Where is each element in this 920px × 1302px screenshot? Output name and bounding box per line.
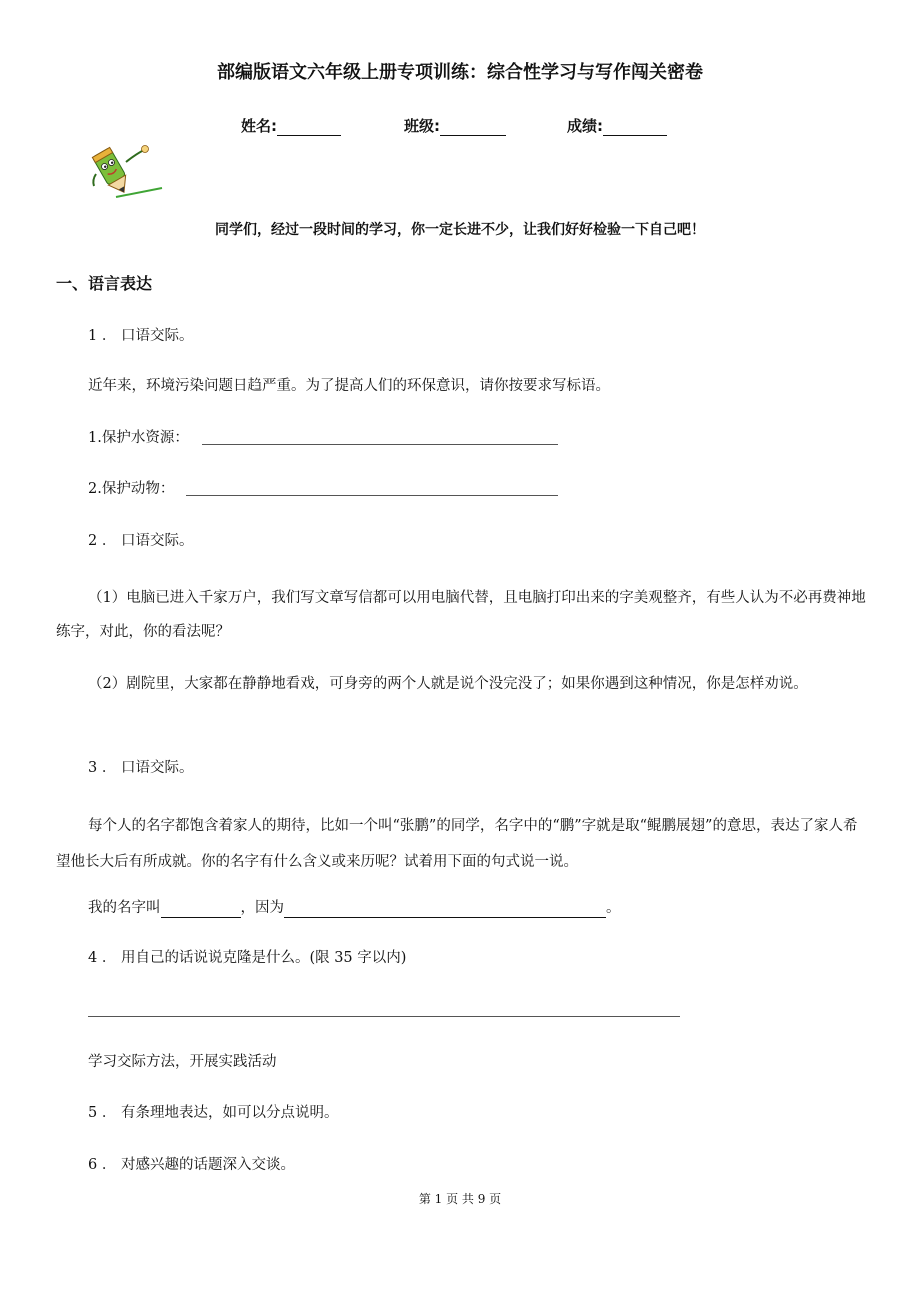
question-2-part-1: （1）电脑已进入千家万户，我们写文章写信都可以用电脑代替，且电脑打印出来的字美观整齐，有些人认为不必再费神地练字，对此，你的看法呢？ — [56, 590, 866, 640]
question-2-head: 2 ． 口语交际。 — [88, 533, 194, 549]
answer-blank-reason[interactable] — [284, 901, 606, 918]
question-6-head: 6 ． 对感兴趣的话题深入交谈。 — [88, 1157, 295, 1173]
question-5-head: 5 ． 有条理地表达，如可以分点说明。 — [88, 1105, 339, 1121]
question-1-item-1: 1.保护水资源： — [88, 430, 189, 446]
score-blank[interactable] — [603, 119, 667, 136]
class-label: 班级: — [404, 117, 440, 135]
answer-line-animals[interactable] — [186, 495, 558, 496]
score-field[interactable] — [567, 115, 667, 136]
page-title: 部编版语文六年级上册专项训练：综合性学习与写作闯关密卷 — [217, 62, 703, 83]
class-blank[interactable] — [440, 119, 506, 136]
question-1-item-2: 2.保护动物： — [88, 481, 175, 497]
question-2-part-2: （2）剧院里，大家都在静静地看戏，可身旁的两个人就是说个没完没了；如果你遇到这种情况，你是怎样劝说。 — [88, 676, 808, 692]
greeting: 同学们，经过一段时间的学习，你一定长进不少，让我们好好检验一下自己吧！ — [215, 222, 705, 238]
answer-line-water[interactable] — [202, 444, 558, 445]
question-3-head: 3 ． 口语交际。 — [88, 760, 194, 776]
section-heading-language: 一、语言表达 — [56, 274, 153, 293]
sentence-part-end: 。 — [606, 900, 621, 916]
class-field[interactable] — [404, 115, 506, 136]
question-3-text: 每个人的名字都饱含着家人的期待，比如一个叫“张鹏”的同学，名字中的“鹏”字就是取“鲲鹏展翅”的意思，表达了家人希望他长大后有所成就。你的名字有什么含义或来历呢？试着用下面的句式说一说。 — [56, 818, 858, 870]
answer-line-clone[interactable] — [88, 1016, 680, 1017]
pencil-mascot-icon — [88, 140, 168, 202]
sentence-part-because: ，因为 — [240, 900, 284, 916]
name-field[interactable] — [241, 115, 341, 136]
answer-blank-name[interactable] — [161, 901, 241, 918]
question-1-head: 1 ． 口语交际。 — [88, 328, 194, 344]
question-4-head: 4 ． 用自己的话说说克隆是什么。(限 35 字以内) — [88, 950, 407, 966]
score-label: 成绩: — [567, 117, 603, 135]
name-label: 姓名: — [241, 117, 277, 135]
question-1-intro: 近年来，环境污染问题日趋严重。为了提高人们的环保意识，请你按要求写标语。 — [88, 378, 610, 394]
question-3-sentence-pattern — [88, 898, 621, 918]
practice-heading: 学习交际方法，开展实践活动 — [88, 1054, 277, 1070]
page-footer: 第 1 页 共 9 页 — [418, 1192, 502, 1206]
sentence-part-name: 我的名字叫 — [88, 900, 161, 916]
name-blank[interactable] — [277, 119, 341, 136]
